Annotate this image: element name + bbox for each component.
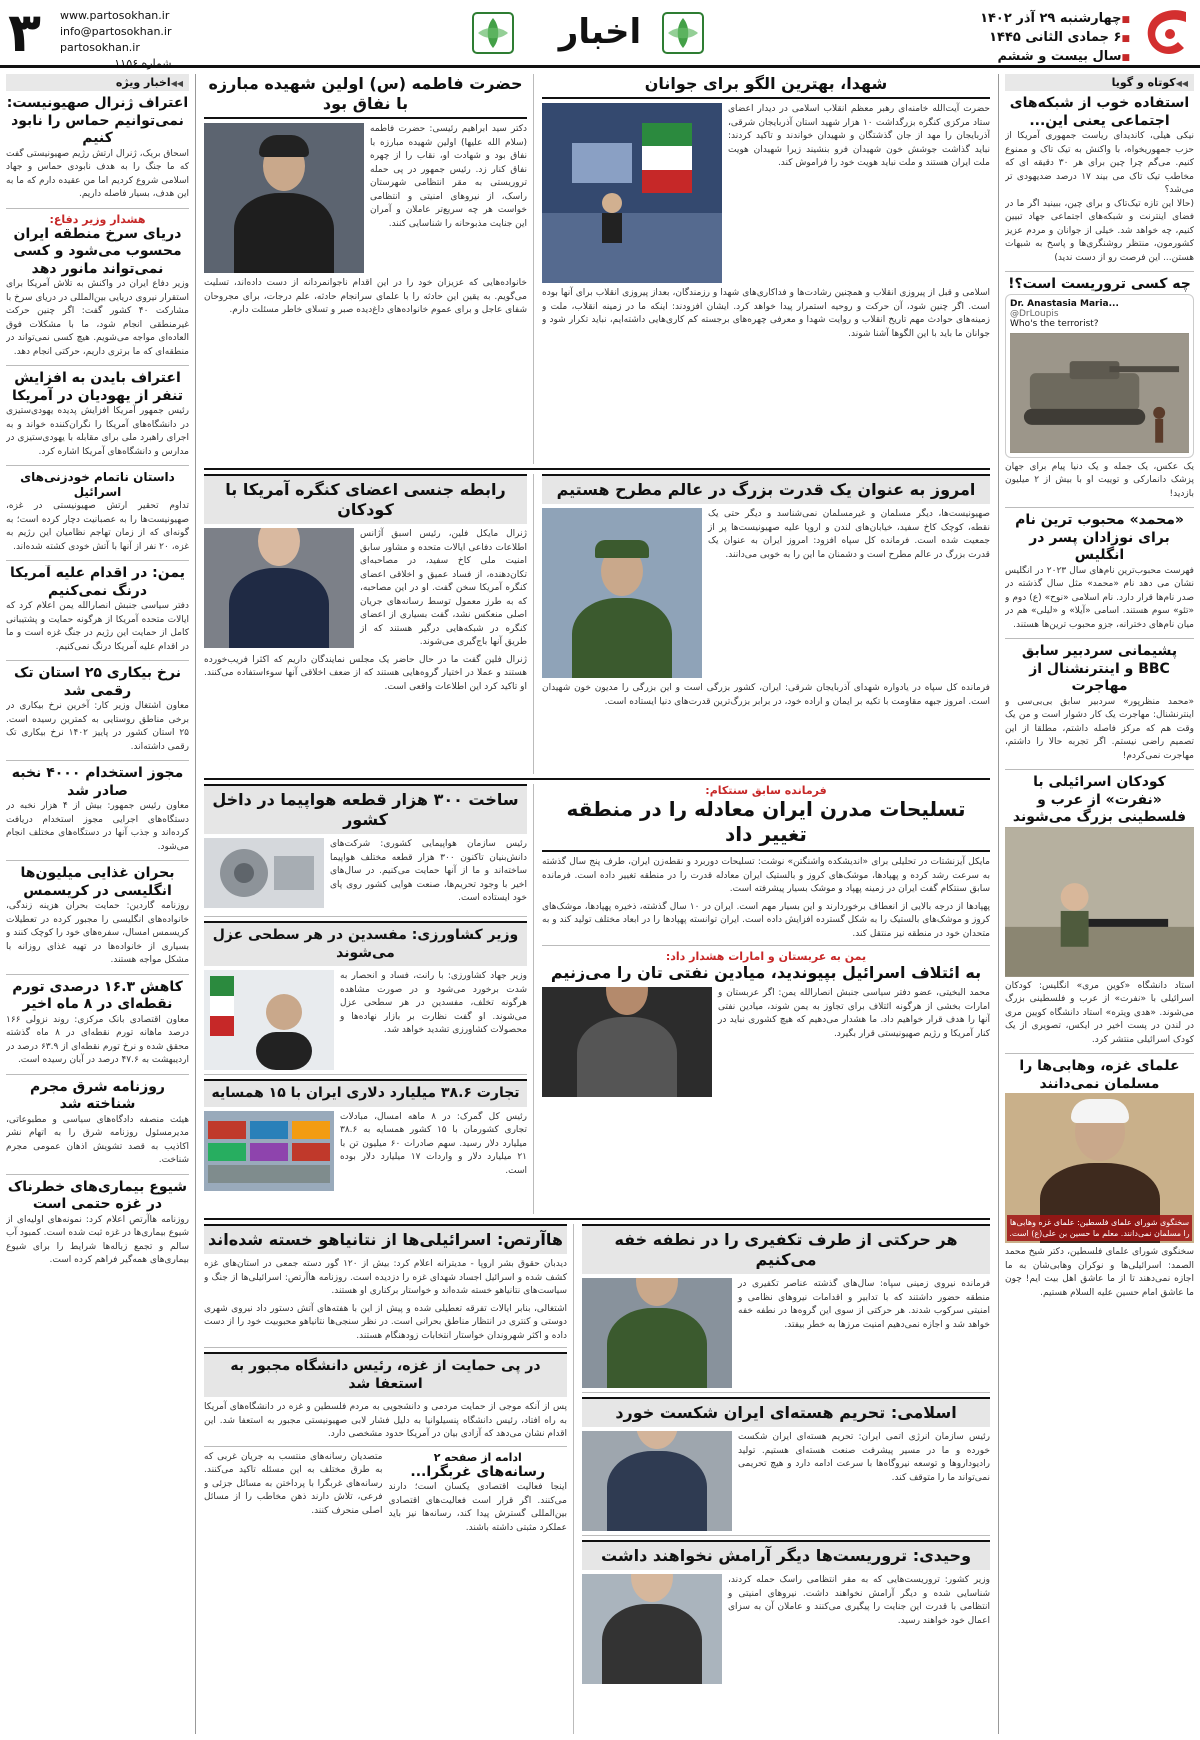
story-shargh	[6, 1079, 189, 1168]
story-title: چه کسی تروریست است؟!	[1008, 276, 1191, 292]
story-title: اعتراف بایدن به افزایش تنفر از یهودیان در آمریکا	[11, 370, 184, 404]
article-congress	[204, 474, 534, 774]
story-body: تداوم تحقیر ارتش صهیونیستی در غزه، صهیونیست‌ها را به عصبانیت دچار کرده است؛ به گونه‌ای که از زمان تهاجم نظامیان این رژیم به غزه، ۲۰ نفر از آنها با آتش خودی کشته شده‌اند.	[6, 501, 189, 552]
story-friendly-fire	[6, 470, 189, 554]
photo-caption-overlay: سخنگوی شورای علمای فلسطین: علمای غزه وهابی‌ها را مسلمان نمی‌دانند. معلم ما حسین بن علی(ع) است.	[1007, 1215, 1192, 1241]
story-biden	[6, 370, 189, 459]
story-body: هیئت منصفه دادگاه‌های سیاسی و مطبوعاتی، مدیرمسئول روزنامه شرق را به اتهام نشر اکاذیب به قصد تشویش اذهان عمومی مجرم شناخت.	[6, 1114, 189, 1165]
story-zionist-general	[6, 95, 189, 202]
article-body: اینجا فعالیت اقتصادی یکسان است؛ دارند می‌کنند. اگر قرار است فعالیت‌های اقتصادی بین‌المللی گسترش پیدا کند، رسانه‌ها نیز باید عملکرد مثبتی داشته باشند.	[388, 1482, 567, 1533]
story-title: کاهش ۱۶.۳ درصدی تورم نقطه‌ای در ۸ ماه اخیر	[12, 978, 183, 1012]
article-title: شهدا، بهترین الگو برای جوانان	[542, 74, 990, 99]
continued-from[interactable]: ادامه از صفحه ۲	[433, 1450, 522, 1464]
story-body: سخنگوی شورای علمای فلسطین، دکتر شیخ محمد الصمد: اسرائیلی‌ها و نوکران وهابی‌شان به ما اجازه نمی‌دهند تا از ما عاشق اهل بیت ایم! چون ما عاشق امام حسین علیه السلام هستیم.	[1005, 1247, 1194, 1298]
story-yemen	[6, 565, 189, 654]
divider	[6, 1174, 189, 1175]
volume-year: ■ سال بیست و ششم	[980, 48, 1130, 67]
story-title: نرخ بیکاری ۲۵ استان تک رقمی شد	[14, 665, 181, 699]
newspaper-logo-icon	[1140, 6, 1192, 62]
article-title: اسلامی: تحریم هسته‌ای ایران شکست خورد	[582, 1397, 990, 1427]
divider	[6, 860, 189, 861]
divider	[6, 208, 189, 209]
story-inflation	[6, 979, 189, 1068]
row-second	[204, 474, 990, 774]
story-title: دریای سرخ منطقه ایران محسوب می‌شود و کسی نمی‌تواند مانور دهد	[13, 225, 182, 277]
article-body: حضرت آیت‌الله خامنه‌ای رهبر معظم انقلاب اسلامی در دیدار اعضای ستاد مرکزی کنگره بزرگداشت ۱۰ هزار شهید استان آذربایجان شرقی، آذربایجان را مهد از جان گذشتگان و شهیدان خواندند و تاکید کردند: نباید گذاشت جوشش خون شهیدان فرو بنشیند زیرا شهیدان هویت ملت ایران هستند و ملت نباید هویت خود را فراموش کند.	[728, 104, 990, 168]
story-body: معاون اقتصادی بانک مرکزی: روند نزولی ۱۶۶ درصد ماهانه تورم نقطه‌ای در ۸ ماه گذشته محقق شده و نرخ تورم نقطه‌ای از ۶۳.۹ درصد در اردیبهشت به ۴۷.۶ درصد در آبان رسیده است.	[6, 1014, 189, 1065]
story-gaza-scholars	[1005, 1058, 1194, 1300]
article-body: پس از آنکه موجی از حمایت مردمی و دانشجویی به مردم فلسطین و غزه در دانشگاه‌های آمریکا به راه افتاد، رئیس دانشگاه پنسیلوانیا به دلیل فشار لابی صهیونیستی مجبور به استعفا شد. این اقدام نشان می‌دهد که آزادی بیان در آمریکا حدود مشخصی دارد.	[204, 1402, 567, 1439]
story-uk-food-crisis	[6, 865, 189, 968]
article-title: هاآرتص: اسرائیلی‌ها از نتانیاهو خسته شده‌اند	[204, 1224, 567, 1254]
story-caption: یک عکس، یک جمله و یک دنیا پیام برای جهان پزشک دانمارکی و توییت او با بیش از ۲ میلیون بازدید!	[1005, 461, 1194, 499]
article-photo	[542, 987, 712, 1097]
story-caption: استاد دانشگاه «کوین مری» انگلیس: کودکان اسرائیلی با «نفرت» از عرب و فلسطینی بزرگ می‌شوند. «هدی ویتره» استاد دانشگاه کویین مری در لندن در پست اخیر در ایکس، تصویری از یک کودک اسرائیلی منتشر کرد.	[1005, 980, 1194, 1045]
divider	[1005, 271, 1194, 272]
masthead	[0, 0, 1200, 68]
tweet-handle: @DrLoupis	[1010, 308, 1059, 319]
story-title: کودکان اسرائیلی با «نفرت» از عرب و فلسطینی بزرگ می‌شوند	[1012, 774, 1187, 825]
article-photo	[204, 970, 334, 1070]
article-body: وزیر کشور: تروریست‌هایی که به مقر انتظامی راسک حمله کردند، شناسایی شده و دیگر آرامش نخواهند داشت. نیروهای امنیتی و انتظامی با قدرت این جنایت را پیگیری می‌کنند و عاملان آن به سزای اعمال خود خواهند رسید.	[728, 1575, 990, 1626]
divider	[6, 760, 189, 761]
story-title: اعتراف ژنرال صهیونیست: نمی‌توانیم حماس را نابود کنیم	[6, 95, 189, 146]
containers-photo-icon	[204, 1111, 334, 1191]
article-title: تسلیحات مدرن ایران معادله را در منطقه تغییر داد	[542, 797, 990, 852]
story-body: نیکی هیلی، کاندیدای ریاست جمهوری آمریکا از حزب جمهوریخواه، با واکنش به تیک تاک و ممنوع کنیم. می‌گم چرا چین برای هر ۳۰ دقیقه ای که مخاطب تیک تاک می بیند ۱۷ درصد ضدیهودی تر می‌شد؟	[1005, 131, 1194, 195]
bottom-right-stories	[582, 1224, 990, 1734]
divider	[1005, 638, 1194, 639]
story-unemployment	[6, 665, 189, 754]
article-title: رسانه‌های غربگرا...	[410, 1463, 546, 1480]
article-photo	[582, 1431, 732, 1531]
left-column-label: ◀◀ اخبار ویژه	[6, 74, 189, 91]
article-body: اشتغالی، بنابر ایالات تفرقه تعطیلی شده و پیش از این با هفته‌های آتش دستور داد نیروی شهری دوستی و کنتری در انتظار مناطق بحرانی است. در نظر سنجی‌ها نتانیاهو محبوبیت خود را از دست داده و اکثر شهروندان خواستار انتخابات زودهنگام هستند.	[204, 1303, 567, 1341]
story-kicker: هشدار وزیر دفاع:	[49, 212, 146, 226]
email-link[interactable]: info@partosokhan.ir	[60, 25, 172, 38]
article-photo	[542, 103, 722, 283]
story-body: اسحاق بریک، ژنرال ارتش رژیم صهیونیستی گفت که ما جنگ را به هدف نابودی حماس و جهاد اسلامی شروع کردیم اما من عقیده دارم که ما به این هدف، بسیار فاصله داریم.	[6, 148, 189, 199]
story-israeli-children	[1005, 774, 1194, 1047]
story-title: پشیمانی سردبیر سابق BBC و اینترنشنال از مهاجرت	[1021, 643, 1178, 694]
website-link[interactable]: www.partosokhan.ir	[60, 9, 170, 22]
aircraft-parts-photo-icon	[204, 838, 324, 908]
divider	[6, 660, 189, 661]
section-title: اخبار	[558, 12, 642, 52]
bottom-left-stories	[204, 1224, 574, 1734]
story-title: شیوع بیماری‌های خطرناک در غزه حتمی است	[7, 1178, 188, 1212]
article-missiles	[542, 784, 990, 1214]
article-photo	[204, 528, 354, 648]
row-bottom	[204, 1224, 990, 1734]
social-link[interactable]: partosokhan.ir	[60, 41, 140, 54]
left-column	[6, 74, 196, 1734]
divider	[6, 974, 189, 975]
article-photo	[542, 508, 702, 678]
story-photo	[1005, 1093, 1194, 1243]
article-body: خانواده‌هایی که عزیزان خود را در این اقدام ناجوانمردانه از دست داده‌اند، تسلیت می‌گویم. به یقین این حادثه را با علمای سرانجام حادثه، علم درجات، برای مجروحان شفای عاجل و برای عموم خانواده‌های داغ‌دیده صبر و تسلای خاطر مسئلت دارم.	[204, 278, 527, 315]
story-body: (حالا این تازه تیک‌تاک و برای چین، ببینید اگر ما در فضای اینترنت و شبکه‌های اجتماعی جهاد تبیین کنیم، چه خواهد شد. خیلی از جوانان و مردم عزیز کشورمون، منتظر روشنگری‌ها و پاسخ به شبهات هستن... این فرصت رو از دست ندید)	[1005, 198, 1194, 263]
article-title: رابطه جنسی اعضای کنگره آمریکا با کودکان	[204, 474, 527, 524]
story-body: فهرست محبوب‌ترین نام‌های سال ۲۰۲۳ در انگلیس نشان می دهد نام «محمد» مثل سال گذشته در صدر نام‌ها قرار دارد. نام اسلامی «نوح» (ع) دوم و «تئو» سوم هستند. اسامی «آیلا» و «لیلی» هم در میان نام‌های دخترانه، جزو محبوب ترین‌ها هستند.	[1005, 565, 1194, 630]
story-photo	[1005, 827, 1194, 977]
article-body: صهیونیست‌ها، دیگر مسلمان و غیرمسلمان نمی‌شناسد و دیگر حتی یک نقطه، کوچک کاخ سفید، خیابان‌های لندن و اروپا علیه صهیونیست‌ها پر از جمعیت شده است. فرمانده کل سپاه افزود: امروز ایران به عنوان یک قدرت بزرگ در عالم مطرح است و دشمنان ما این را به خوبی می‌دانند.	[708, 509, 990, 560]
article-title: هر حرکتی از طرف تکفیری را در نطفه خفه می‌کنیم	[582, 1224, 990, 1274]
story-red-sea	[6, 213, 189, 360]
ornament-left-icon	[470, 10, 516, 56]
article-body: فرمانده کل سپاه در یادواره شهدای آذربایجان شرقی: ایران، کشور بزرگی است و این بزرگی را مدیون خون شهیدان است. امروز جبهه مقاومت با تکیه بر ایمان و اراده خود، در برابر بزرگ‌ترین قدرت‌های دنیا ایستاده است.	[542, 683, 990, 707]
story-title: استفاده خوب از شبکه‌های اجتماعی یعنی این...	[1009, 95, 1190, 129]
article-body: متصدیان رسانه‌های منتسب به جریان غربی که به طرق مختلف به این مسئله تاکید می‌کنند. رسانه‌های غربگرا با پرداختن به مسائل جزئی و فرعی، تلاش دارند ذهن مخاطب را از مسائل اصلی منحرف کنند.	[204, 1451, 383, 1516]
story-title: داستان ناتمام خودزنی‌های اسرائیل	[20, 470, 175, 499]
story-body: رئیس جمهور آمریکا افزایش پدیده یهودی‌ستیزی در دانشگاه‌های آمریکا را نگران‌کننده خواند و به اجرای راهبرد ملی برای مقابله با یهودی‌ستیزی در مدارس و دانشگاه‌های آمریکا اشاره کرد.	[6, 406, 189, 457]
story-body: معاون اشتغال وزیر کار: آخرین نرخ بیکاری در برخی مناطق روستایی به کمترین رسیده است. ۲۵ استان کشور در پاییز ۱۴۰۲ نرخ بیکاری تک رقمی داشته‌اند.	[6, 701, 189, 752]
article-title: حضرت فاطمه (س) اولین شهیده مبارزه با نفاق بود	[204, 74, 527, 119]
divider	[6, 365, 189, 366]
article-photo	[204, 123, 364, 273]
story-elite-hiring	[6, 765, 189, 854]
right-column-label: ◀◀ کوتاه و گویا	[1005, 74, 1194, 91]
article-title: امروز به عنوان یک قدرت بزرگ در عالم مطرح هستیم	[542, 474, 990, 504]
story-title: «محمد» محبوب ترین نام برای نوزادان پسر در انگلیس	[1015, 512, 1184, 563]
story-title: روزنامه شرق مجرم شناخته شد	[30, 1078, 165, 1112]
tweet-card	[1005, 294, 1194, 458]
page-number: ۳	[8, 1, 41, 64]
article-kicker: فرمانده سابق سنتکام:	[705, 784, 827, 797]
leader-meeting-photo-icon	[542, 103, 722, 283]
article-body: وزیر جهاد کشاورزی: با رانت، فساد و انحصار به شدت برخورد می‌شود و در صورت مشاهده هرگونه تخلف، مفسدین در هر سطحی عزل می‌شوند. او گفت نظارت بر بازار نهاده‌ها و محصولات کشاورزی تشدید خواهد شد.	[340, 971, 527, 1035]
story-body: وزیر دفاع ایران در واکنش به تلاش آمریکا برای استقرار نیروی دریایی بین‌المللی در دریای سرخ با مشارکت ۴۰ کشور گفت: اگر چنین حرکت غیرمنطقی انجام شود، ما با مشکلات فوق العاده‌ای مواجه می‌شویم. هیچ کسی نمی‌تواند در منطقه‌ای که ما برتری داریم، حرکتی انجام دهد.	[6, 279, 189, 357]
tweet-photo	[1010, 333, 1189, 453]
article-title: وحیدی: تروریست‌ها دیگر آرامش نخواهند داشت	[582, 1540, 990, 1570]
story-bbc-editor	[1005, 643, 1194, 763]
article-photo	[582, 1278, 732, 1388]
article-fatemeh	[204, 74, 534, 464]
story-terrorist	[1005, 276, 1194, 501]
article-body: رئیس سازمان هواپیمایی کشوری: شرکت‌های دانش‌بنیان تاکنون ۳۰۰ هزار قطعه مختلف هواپیما ساخته‌اند و ما از آنها حمایت می‌کنیم. در سال‌های اخیر با وجود تحریم‌ها، صنعت هوایی کشور روی پای خود ایستاده است.	[330, 839, 527, 903]
divider	[1005, 507, 1194, 508]
article-body: فرمانده نیروی زمینی سپاه: سال‌های گذشته عناصر تکفیری در منطقه حضور داشتند که با تدابیر و اقدامات نیروهای نظامی و امنیتی سرکوب شدند. هر حرکتی از سوی این گروه‌ها در نطفه خفه خواهد شد و اجازه نمی‌دهیم امنیت مرزها به خطر بیفتد.	[738, 1279, 990, 1330]
article-body: رئیس کل گمرک: در ۸ ماهه امسال، مبادلات تجاری کشورمان با ۱۵ کشور همسایه به ۳۸.۶ میلیارد دلار رسید. سهم صادرات ۶۰ میلیون تن با ۲۱ میلیارد دلار و واردات ۱۷ میلیارد دلار بوده است.	[340, 1111, 528, 1176]
story-body: روزنامه گاردین: حمایت بحران هزینه زندگی، خانواده‌های انگلیسی را مجبور کرده در تعطیلات کریسمس امسال، سفره‌های خود را کوچک کنند و بسیاری از خانواده‌ها در تهیه غذای روزانه با مشکل مواجه هستند.	[6, 901, 189, 965]
tweet-author: Dr. Anastasia Maria...	[1010, 298, 1119, 309]
article-body: دکتر سید ابراهیم رئیسی: حضرت فاطمه (سلام الله علیها) اولین شهیده مبارزه با نفاق بود و شهادت او، نقاب را از چهره نفاق کنار زد. رئیس جمهور در پی حمله تروریستی به مقر انتظامی شهرستان راسک، از نیروهای امنیتی و انتظامی خواست هر چه سریع‌تر عاملان و آمران این جنایت مذبوحانه را شناسایی کنند.	[370, 124, 527, 229]
article-martyrs	[542, 74, 990, 464]
issue-number: شماره ۱۱۵۶	[114, 57, 172, 70]
article-photo	[582, 1574, 722, 1684]
date-persian: ■ چهارشنبه ۲۹ آذر ۱۴۰۲	[980, 10, 1130, 29]
row-third	[204, 784, 990, 1214]
contacts-block	[60, 8, 172, 72]
article-kicker: یمن به عربستان و امارات هشدار داد:	[665, 950, 867, 963]
divider	[6, 465, 189, 466]
article-title: به ائتلاف اسرائیل بپیوندید، میادین نفتی تان را می‌زنیم	[550, 963, 982, 982]
article-body: دیدبان حقوق بشر اروپا - مدیترانه اعلام کرد: بیش از ۱۲۰ گور دسته جمعی در استان‌های غزه کشف شده و اسرائیل اجساد شهدای غزه را دزدیده است. روزنامه هاآرتص: اسرائیلی‌ها از جنگ و سیاست‌های نتانیاهو خسته شده‌اند و خواستار برکناری او هستند.	[204, 1259, 567, 1296]
story-mohammad-name	[1005, 512, 1194, 632]
story-title: مجوز استخدام ۴۰۰۰ نخبه صادر شد	[11, 765, 184, 799]
article-title: ساخت ۳۰۰ هزار قطعه هواپیما در داخل کشور	[204, 784, 527, 834]
tank-photo-icon	[1010, 333, 1189, 453]
article-title: تجارت ۳۸.۶ میلیارد دلاری ایران با ۱۵ همسایه	[204, 1079, 527, 1107]
date-hijri: ■ ۶ جمادی الثانی ۱۴۴۵	[980, 29, 1130, 48]
article-body: ژنرال فلین گفت ما در حال حاضر یک مجلس نمایندگان داریم که اکثرا فریب‌خورده هستند و عملا در اختیار گروه‌هایی هستند که از ضعف اخلاقی آنها سوءاستفاده می‌کنند. او تاکید کرد این اطلاعات واقعی است.	[204, 654, 527, 692]
child-soldier-photo-icon	[1005, 827, 1194, 977]
right-column	[998, 74, 1194, 1734]
article-body: پهپادها از درجه بالایی از انعطاف برخوردارند و این بسیار مهم است. ایران در ۱۰ سال گذشته، ذخیره پهپادها، موشک‌های کروز و موشک‌های بالستیک را به شکل گسترده افزایش داده است. ایران توانسته پهپادها را در ابعاد مختلف تولید کند و به متحدان خود در منطقه نیز منتقل کند.	[542, 901, 990, 939]
row-top	[204, 74, 990, 464]
article-body: محمد البخیتی، عضو دفتر سیاسی جنبش انصارالله یمن: اگر عربستان و امارات بخشی از هرگونه ائتلاف برای تجاوز به یمن شوند، میادین نفتی آنها را هدف قرار خواهیم داد. ما هشدار می‌دهیم که هیچ کشوری نباید در کنار آمریکا و رژیم صهیونیستی قرار بگیرد.	[718, 988, 990, 1039]
divider	[1005, 1053, 1194, 1054]
tweet-text: Who's the terrorist?	[1010, 318, 1099, 329]
story-social-media	[1005, 95, 1194, 265]
date-block	[980, 10, 1130, 67]
minister-photo-icon	[204, 970, 334, 1070]
story-body: معاون رئیس جمهور: بیش از ۴ هزار نخبه در دستگاه‌های اجرایی مجوز استخدام دریافت کرده‌اند و جذب آنها در دستگاه‌های مختلف انجام می‌شود.	[6, 801, 189, 852]
article-body: مایکل آیزنشتات در تحلیلی برای «اندیشکده واشنگتن» نوشت: تسلیحات دوربرد و نقطه‌زن ایران، طرف پنج سال گذشته به سرعت رشد کرده و پهپادها، موشک‌های کروز و بالستیک ایران معادله قدرت را در منطقه تغییر داده است. فرمانده سابق سنتکام گفت ایران در زمینه پهپاد و موشک بسیار پیشرفته است.	[542, 857, 990, 894]
short-stories-mid	[204, 784, 534, 1214]
article-body: اسلامی و قبل از پیروزی انقلاب و همچنین رشادت‌ها و فداکاری‌های شهدا و رزمندگان، بعداز پیروزی انقلاب برای آنها بوده است. اگر چنین شود، آن حرکت و روحیه استمرار پیدا خواهد کرد. ایشان افزودند: اینکه ما در زمینه انقلاب، ملت و زمینه‌های حوادث مهم تاریخ انقلاب و روایت شهدا و معرفی چهره‌های برجسته کم کاری‌هایی داشته‌ایم، نباید تکرار شود و جوانان ما باید با این الگوها آشنا شوند.	[542, 288, 990, 339]
article-title: در پی حمایت از غزه، رئیس دانشگاه مجبور به استعفا شد	[204, 1352, 567, 1397]
story-title: علمای غزه، وهابی‌ها را مسلمان نمی‌دانند	[1019, 1058, 1180, 1092]
article-great-power	[542, 474, 990, 774]
story-title: یمن: در اقدام علیه آمریکا درنگ نمی‌کنیم	[9, 565, 185, 599]
story-body: دفتر سیاسی جنبش انصارالله یمن اعلام کرد که ایالات متحده آمریکا از هرگونه حمایت و پشتیبانی کامل از حمایت این رژیم در جنگ غزه است و ما در اقدام علیه آمریکا درنگ نمی‌کنیم.	[6, 601, 189, 652]
story-body: «محمد منظرپور» سردبیر سابق بی‌بی‌سی و اینترنشنال: مهاجرت یک کار دشوار است و من یک وقت هم که مرکز فاصله داشتم، مطلقا از این تصمیم راضی نیستم. اگر تجربه حالا را داشتم، مهاجرت نمی‌کردم!	[1005, 696, 1194, 761]
divider	[6, 560, 189, 561]
divider	[6, 1074, 189, 1075]
main-area	[204, 74, 990, 1734]
story-title: بحران غذایی میلیون‌ها انگلیسی در کریسمس	[20, 865, 175, 899]
article-body: رئیس سازمان انرژی اتمی ایران: تحریم هسته‌ای ایران شکست خورده و ما در مسیر پیشرفت صنعت هسته‌ای هستیم. تولید رادیوداروها و توسعه نیروگاه‌ها با سرعت ادامه دارد و هیچ تحریمی نمی‌تواند ما را متوقف کند.	[738, 1432, 990, 1483]
story-gaza-diseases	[6, 1179, 189, 1268]
article-title: وزیر کشاورزی: مفسدین در هر سطحی عزل می‌شوند	[204, 921, 527, 966]
story-body: روزنامه هاآرتص اعلام کرد: نمونه‌های اولیه‌ای از شیوع بیماری‌ها در غزه ثبت شده است. کمبود آب سالم و تجمع زباله‌ها شرایط را برای شیوع بیماری‌های همه‌گیر فراهم کرده است.	[6, 1214, 189, 1265]
article-body: ژنرال مایکل فلین، رئیس اسبق آژانس اطلاعات دفاعی ایالات متحده و مشاور سابق امنیت ملی کاخ سفید، در مصاحبه‌ای تکان‌دهنده، از فساد عمیق و اخلاقی اعضای کنگره آمریکا سخن گفت. او در این مصاحبه، که به طرز معمول توسط رسانه‌های جریان اصلی منعکس نشد، گفت بسیاری از اعضای کنگره در شبکه‌هایی درگیر هستند که از طریق آنها باج‌گیری می‌شوند.	[360, 529, 527, 647]
divider	[1005, 769, 1194, 770]
